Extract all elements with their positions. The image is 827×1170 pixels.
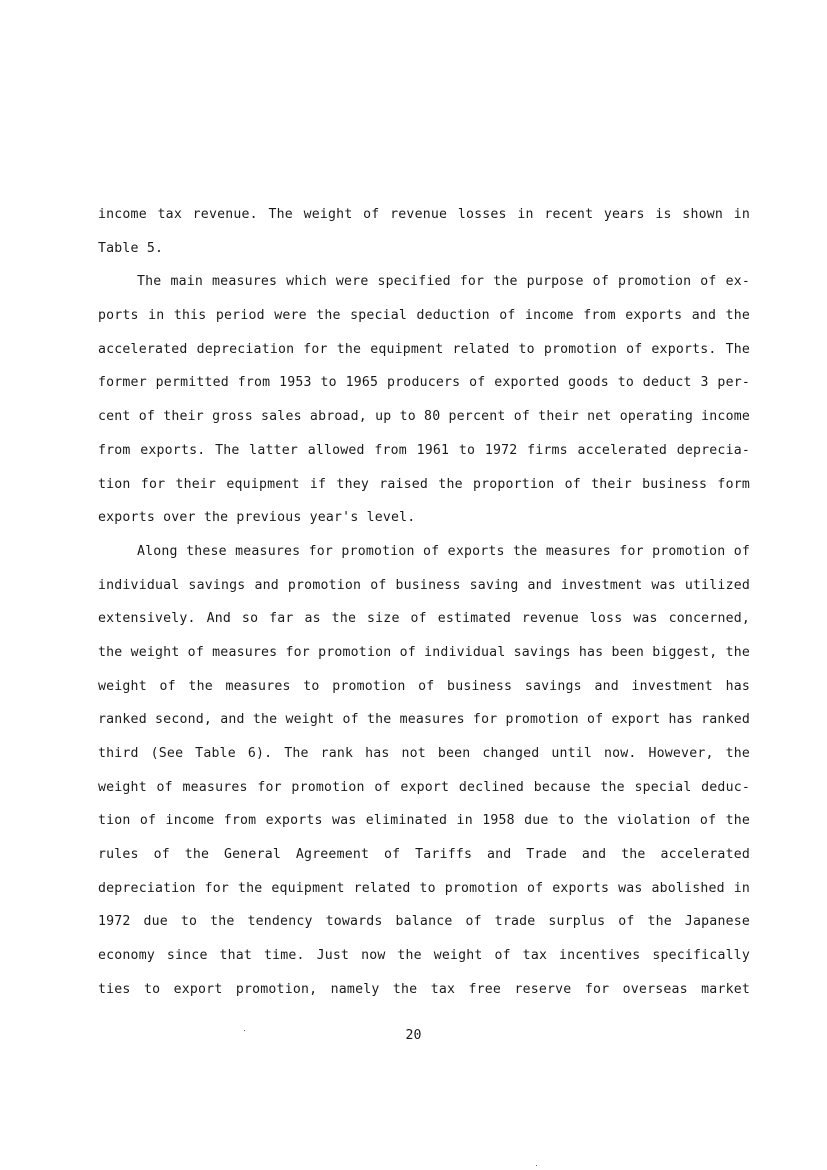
text-line: the weight of measures for promotion of individual savings has been biggest, the	[98, 644, 750, 660]
scan-speck	[244, 1030, 245, 1031]
text-line: Along these measures for promotion of exports the measures for promotion of	[137, 543, 750, 559]
text-line: tion of income from exports was eliminated in 1958 due to the violation of the	[98, 813, 750, 829]
text-line: depreciation for the equipment related to promotion of exports was abolished in	[98, 880, 750, 896]
body-text	[98, 198, 750, 1007]
text-line: ports in this period were the special deduction of income from exports and the	[98, 308, 750, 324]
text-line: The main measures which were specified for the purpose of promotion of ex-	[137, 274, 750, 290]
text-line: ties to export promotion, namely the tax free reserve for overseas market	[98, 981, 750, 997]
text-line: economy since that time. Just now the weight of tax incentives specifically	[98, 948, 750, 964]
text-line: from exports. The latter allowed from 1961 to 1972 firms accelerated deprecia-	[98, 442, 750, 458]
text-line: cent of their gross sales abroad, up to 80 percent of their net operating income	[98, 409, 750, 425]
text-line: ranked second, and the weight of the measures for promotion of export has ranked	[98, 712, 750, 728]
text-line: weight of the measures to promotion of business savings and investment has	[98, 678, 750, 694]
text-line: rules of the General Agreement of Tariffs and Trade and the accelerated	[98, 847, 750, 863]
text-line: extensively. And so far as the size of estimated revenue loss was concerned,	[98, 611, 750, 627]
text-line: Table 5.	[98, 240, 164, 256]
text-line: weight of measures for promotion of export declined because the special deduc-	[98, 779, 750, 795]
text-line: exports over the previous year's level.	[98, 510, 416, 526]
text-line: income tax revenue. The weight of revenue losses in recent years is shown in	[98, 207, 750, 222]
text-line: individual savings and promotion of business saving and investment was utilized	[98, 577, 750, 593]
scan-speck	[536, 1165, 537, 1166]
text-line: accelerated depreciation for the equipment related to promotion of exports. The	[98, 341, 750, 357]
text-line: 1972 due to the tendency towards balance of trade surplus of the Japanese	[98, 914, 750, 930]
text-line: tion for their equipment if they raised the proportion of their business form	[98, 476, 750, 492]
text-line: former permitted from 1953 to 1965 producers of exported goods to deduct 3 per-	[98, 375, 750, 391]
page-number: 20	[405, 1028, 422, 1043]
text-line: third (See Table 6). The rank has not been changed until now. However, the	[98, 746, 750, 761]
